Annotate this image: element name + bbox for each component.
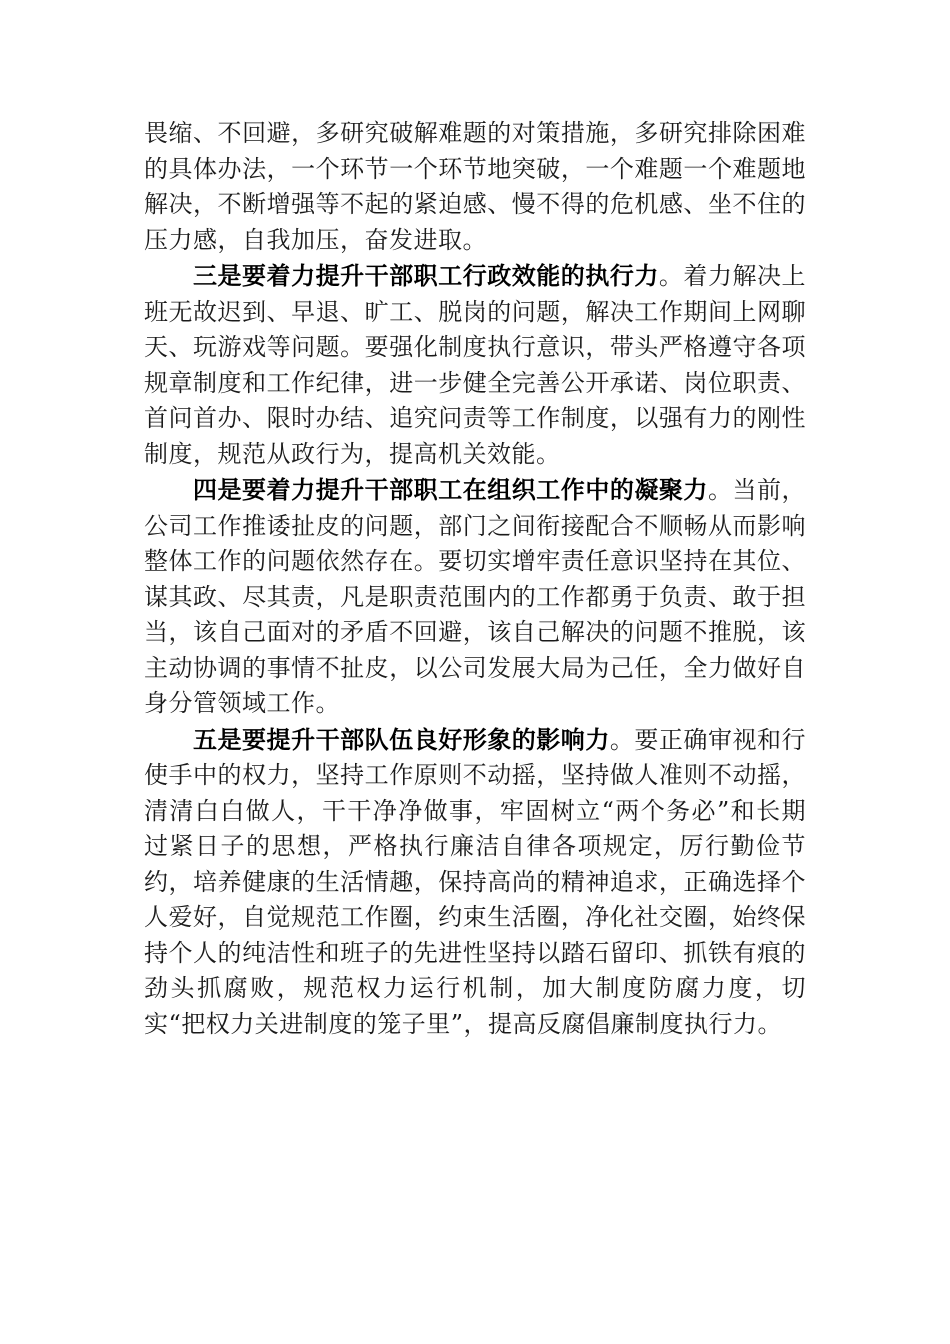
paragraph-body: 。要正确审视和行使手中的权力，坚持工作原则不动摇，坚持做人准则不动摇，清清白白做人，干干净净做事，牢固树立“两个务必”和长期过紧日子的思想，严格执行廉洁自律各项规定，厉行勤俭节约，培养健康的生活情趣，保持高尚的精神追求，正确选择个人爱好，自觉规范工作圈，约束生活圈，净化社交圈，始终保持个人的纯洁性和班子的先进性坚持以踏石留印、抓铁有痕的劲头抓腐败，规范权力运行机制，加大制度防腐力度，切实“把权力关进制度的笼子里”，提高反腐倡廉制度执行力。 [144, 725, 807, 1038]
paragraph-heading: 四是要着力提升干部职工在组织工作中的凝聚力 [193, 475, 708, 504]
document-page [144, 116, 806, 1042]
paragraph-heading: 三是要着力提升干部职工行政效能的执行力 [193, 261, 659, 290]
paragraph-continuation [144, 116, 806, 258]
paragraph-body: 。当前，公司工作推诿扯皮的问题，部门之间衔接配合不顺畅从而影响整体工作的问题依然存在。要切实增牢责任意识坚持在其位、谋其政、尽其责，凡是职责范围内的工作都勇于负责、敢于担当，该自己面对的矛盾不回避，该自己解决的问题不推脱，该主动协调的事情不扯皮，以公司发展大局为己任，全力做好自身分管领域工作。 [144, 476, 806, 717]
paragraph-point-five [144, 722, 806, 1043]
paragraph-heading: 五是要提升干部队伍良好形象的影响力 [193, 724, 610, 754]
paragraph-point-four [144, 472, 806, 722]
paragraph-body: 。着力解决上班无故迟到、早退、旷工、脱岗的问题，解决工作期间上网聊天、玩游戏等问题。要强化制度执行意识，带头严格遵守各项规章制度和工作纪律，进一步健全完善公开承诺、岗位职责、首问首办、限时办结、追究问责等工作制度，以强有力的刚性制度，规范从政行为，提高机关效能。 [144, 262, 807, 468]
paragraph-point-three [144, 258, 806, 472]
paragraph-body: 畏缩、不回避，多研究破解难题的对策措施，多研究排除困难的具体办法，一个环节一个环节地突破，一个难题一个难题地解决，不断增强等不起的紧迫感、慢不得的危机感、坐不住的压力感，自我加压，奋发进取。 [144, 119, 806, 254]
